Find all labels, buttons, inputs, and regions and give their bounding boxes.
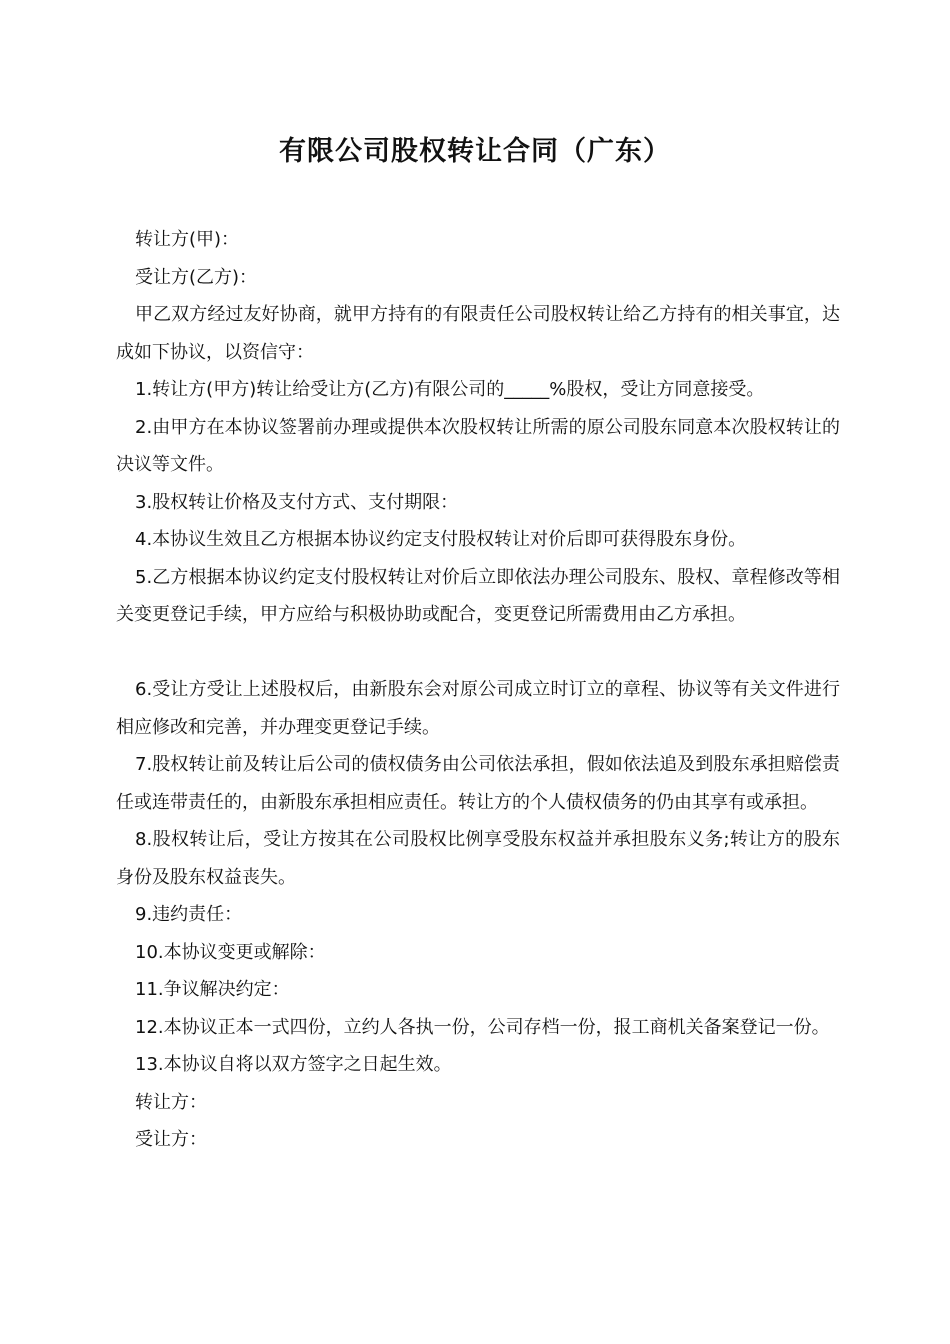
clause-8: 8.股权转让后，受让方按其在公司股权比例享受股东权益并承担股东义务;转让方的股东身份及股东权益丧失。 <box>116 829 840 888</box>
clause-10: 10.本协议变更或解除： <box>135 941 326 963</box>
clause-11: 11.争议解决约定： <box>135 979 290 1000</box>
document-title: 有限公司股权转让合同（广东） <box>279 136 671 167</box>
transferee-signature-line: 受让方： <box>135 1129 207 1150</box>
clause-5: 5.乙方根据本协议约定支付股权转让对价后立即依法办理公司股东、股权、章程修改等相关变更登记手续，甲方应给与积极协助或配合，变更登记所需费用由乙方承担。 <box>116 566 840 625</box>
transferor-signature-line: 转让方： <box>135 1091 207 1113</box>
clause-4: 4.本协议生效且乙方根据本协议约定支付股权转让对价后即可获得股东身份。 <box>135 529 747 550</box>
transferee-line: 受让方(乙方)： <box>135 266 258 288</box>
clause-12: 12.本协议正本一式四份，立约人各执一份，公司存档一份，报工商机关备案登记一份。 <box>135 1016 830 1038</box>
clause-3: 3.股权转让价格及支付方式、支付期限： <box>135 491 459 513</box>
clause-2: 2.由甲方在本协议签署前办理或提供本次股权转让所需的原公司股东同意本次股权转让的决议等文件。 <box>116 416 840 475</box>
preamble-paragraph: 甲乙双方经过友好协商，就甲方持有的有限责任公司股权转让给乙方持有的相关事宜，达成如下协议，以资信守： <box>116 304 840 363</box>
transferor-line: 转让方(甲)： <box>135 229 240 250</box>
clause-1: 1.转让方(甲方)转让给受让方(乙方)有限公司的_____%股权，受让方同意接受。 <box>135 379 765 400</box>
clause-13: 13.本协议自将以双方签字之日起生效。 <box>135 1054 452 1075</box>
clause-7: 7.股权转让前及转让后公司的债权债务由公司依法承担，假如依法追及到股东承担赔偿责任或连带责任的，由新股东承担相应责任。转让方的个人债权债务的仍由其享有或承担。 <box>116 754 840 813</box>
clause-6: 6.受让方受让上述股权后，由新股东会对原公司成立时订立的章程、协议等有关文件进行相应修改和完善，并办理变更登记手续。 <box>116 679 840 738</box>
clause-9: 9.违约责任： <box>135 904 243 925</box>
document-body <box>116 221 840 1159</box>
blank-line <box>116 634 840 672</box>
